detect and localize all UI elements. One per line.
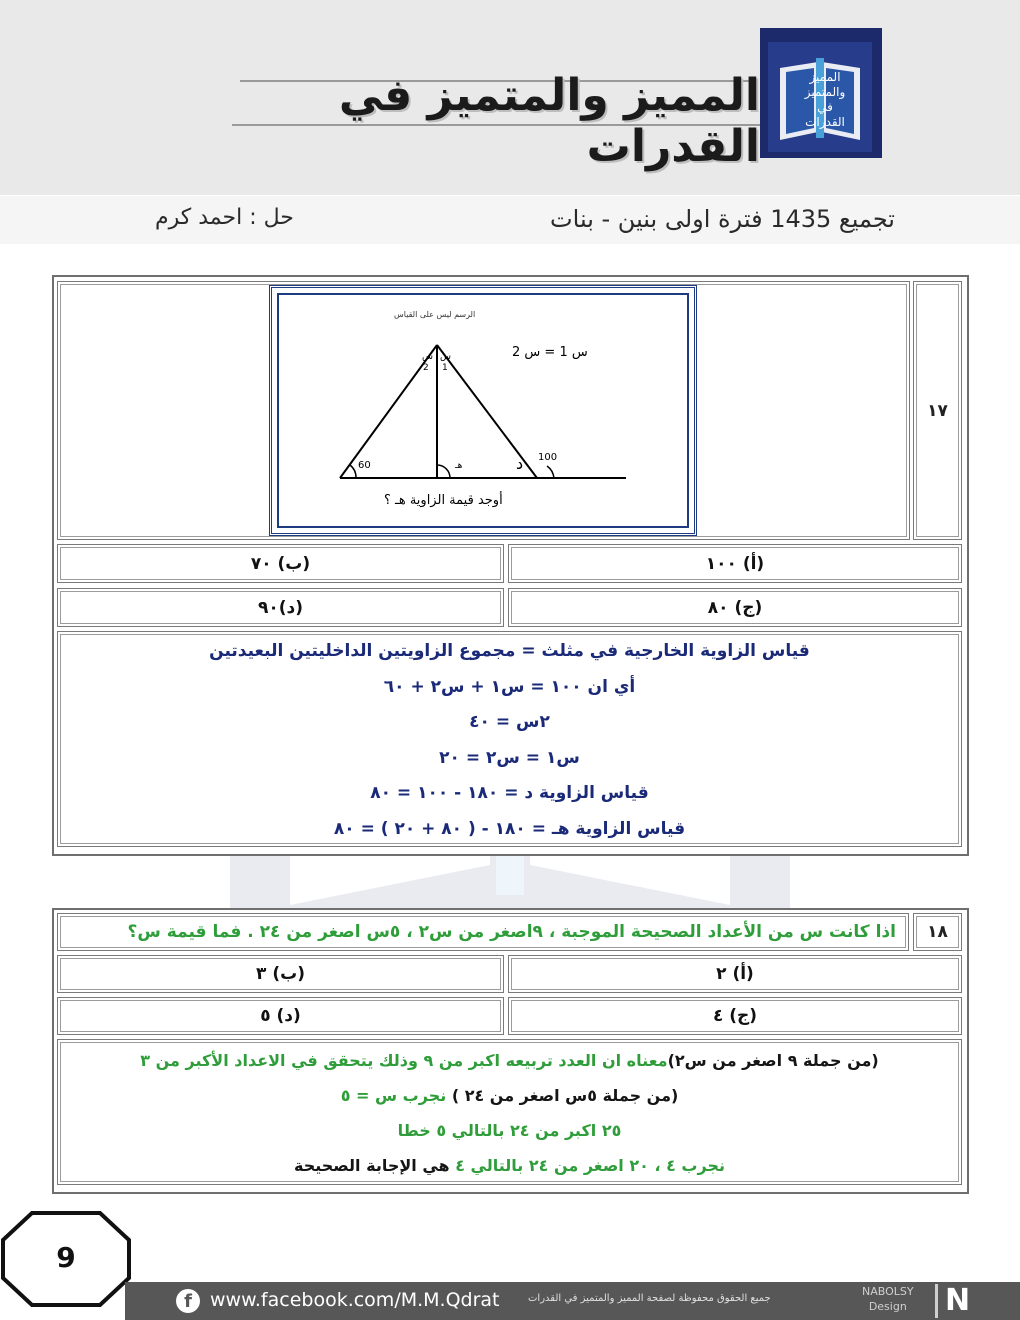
facebook-link[interactable]: www.facebook.com/M.M.Qdrat [210,1289,500,1311]
q17-solution [57,631,962,847]
q17-number: ١٧ [913,281,962,540]
page-header [0,0,1020,195]
logo-badge-text: المميز والمتميز في القدرات [804,70,846,129]
designer-divider [935,1284,938,1318]
rights-notice: جميع الحقوق محفوظة لصفحة المميز والمتميز في القدرات [528,1293,771,1304]
q18-solution [57,1039,962,1185]
designer-logo-icon: N [945,1283,971,1318]
figure-s-right: س [440,352,451,362]
figure-angle-100: 100 [538,452,558,463]
q18-solution-line-4: نجرب ٤ ، ٢٠ اصغر من ٢٤ بالتالي ٤ هي الإجابة الصحيحة [293,1156,725,1175]
q18-option-b[interactable]: (ب) ٣ [57,955,504,993]
q18-option-a[interactable]: (أ) ٢ [508,955,962,993]
designer-credit: NABOLSY Design [862,1285,914,1313]
page-number-badge [0,1210,132,1308]
q18-solution-line-1: (من جملة ٩ اصغر من س٢)معناه ان العدد تربيعه اكبر من ٩ وذلك يتحقق في الاعداد الأكبر من ٣ [140,1051,879,1070]
q17-option-b[interactable]: (ب) ٧٠ [57,544,504,583]
q17-solution-line-1: قياس الزاوية الخارجية في مثلث = مجموع الزاويتين الداخليتين البعيدتين [209,641,810,661]
figure-angle-h: هـ [455,461,463,471]
q17-solution-line-5: قياس الزاوية د = ١٨٠ - ١٠٠ = ٨٠ [370,783,649,803]
collection-title: تجميع 1435 فترة اولى بنين - بنات [550,205,895,233]
logo-title: المميز والمتميز في القدرات [338,70,760,172]
q17-solution-line-2: أي ان ١٠٠ = س١ + س٢ + ٦٠ [383,676,636,697]
figure-label-1: 1 [442,363,448,373]
page-number: 9 [56,1241,76,1274]
figure-label-2: 2 [423,363,429,373]
q18-solution-line-3: ٢٥ اكبر من ٢٤ بالتالي ٥ خطا [397,1121,622,1140]
q17-figure-cell [57,281,910,540]
q18-number: ١٨ [913,913,962,951]
facebook-icon[interactable]: f [176,1289,200,1313]
q18-option-c[interactable]: (ج) ٤ [508,997,962,1035]
q18-option-d[interactable]: (د) ٥ [57,997,504,1035]
solver-credit: حل : احمد كرم [155,205,294,230]
q17-solution-line-3: ٢س = ٤٠ [469,712,550,732]
figure-s-left: س [422,352,433,362]
figure-angle-d: د [516,454,524,473]
q18-solution-line-2: (من جملة ٥س اصغر من ٢٤ ) نجرب س = ٥ [340,1086,679,1105]
figure-equation: س 1 = س 2 [512,345,588,360]
figure-scale-note: الرسم ليس على القياس [394,310,476,319]
q17-solution-line-4: س١ = س٢ = ٢٠ [439,747,580,768]
figure-question: أوجد قيمة الزاوية هـ ؟ [384,493,503,508]
q17-option-a[interactable]: (أ) ١٠٠ [508,544,962,583]
q17-solution-line-6: قياس الزاوية هـ = ١٨٠ - ( ٨٠ + ٢٠ ) = ٨٠ [333,818,686,839]
figure-frame [269,285,697,536]
q17-option-d[interactable]: (د)٩٠ [57,588,504,627]
q17-option-c[interactable]: (ج) ٨٠ [508,588,962,627]
figure-angle-60: 60 [358,460,371,471]
q18-question: اذا كانت س من الأعداد الصحيحة الموجبة ، ٩اصغر من س٢ ، ٥س اصغر من ٢٤ . فما قيمة س؟ [57,913,909,951]
